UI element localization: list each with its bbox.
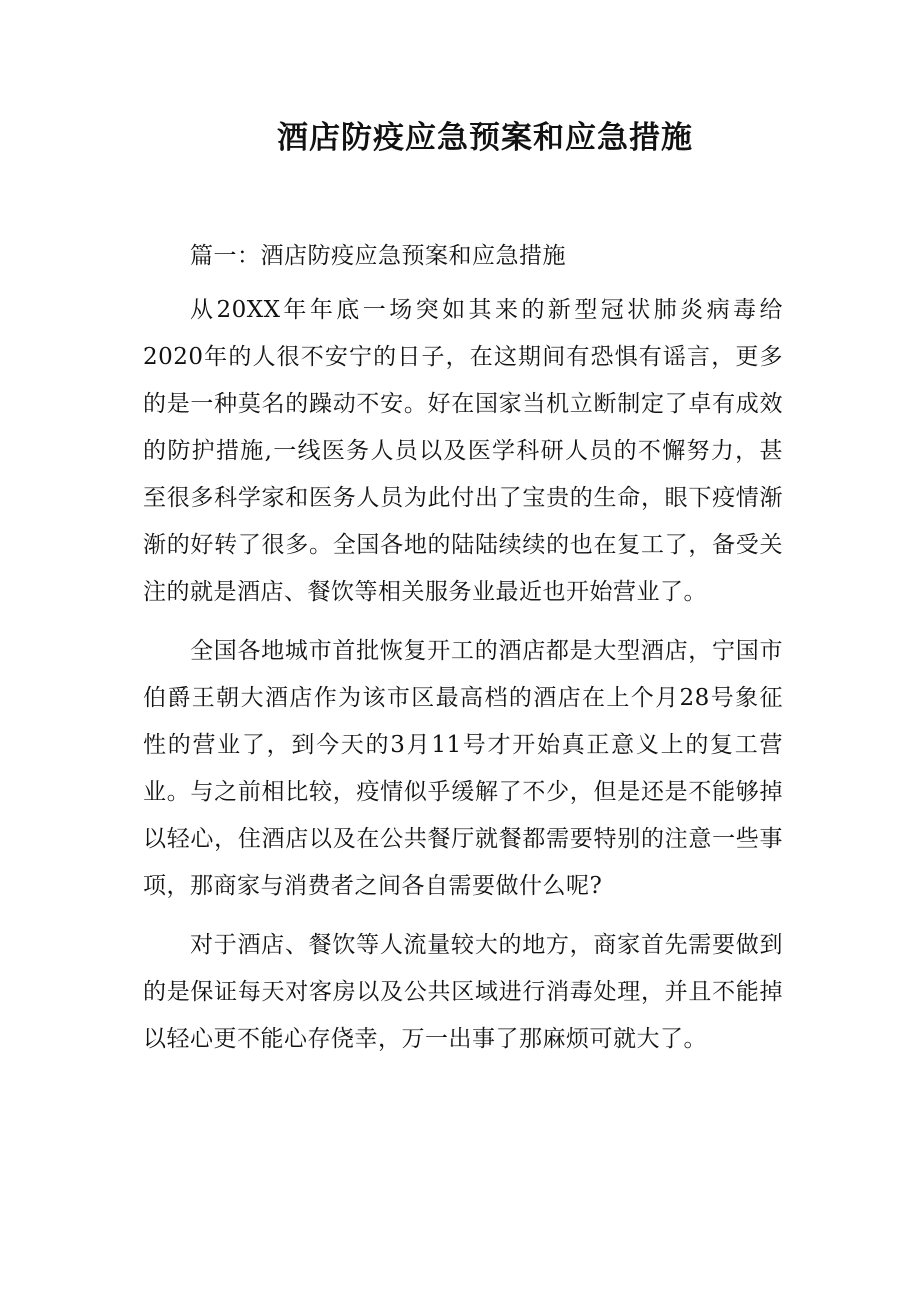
paragraph-1: 从20XX年年底一场突如其来的新型冠状肺炎病毒给2020年的人很不安宁的日子，在这期间有恐惧有谣言，更多的是一种莫名的躁动不安。好在国家当机立断制定了卓有成效的防护措施,一线医务人员以及医学科研人员的不懈努力，甚至很多科学家和医务人员为此付出了宝贵的生命，眼下疫情渐渐的好转了很多。全国各地的陆陆续续的也在复工了，备受关注的就是酒店、餐饮等相关服务业最近也开始营业了。	[143, 297, 783, 605]
document-title: 酒店防疫应急预案和应急措施	[277, 120, 693, 156]
paragraph-3: 对于酒店、餐饮等人流量较大的地方，商家首先需要做到的是保证每天对客房以及公共区域进行消毒处理，并且不能掉以轻心更不能心存侥幸，万一出事了那麻烦可就大了。	[143, 932, 783, 1052]
document-body	[143, 229, 783, 1063]
paragraph-2: 全国各地城市首批恢复开工的酒店都是大型酒店，宁国市伯爵王朝大酒店作为该市区最高档的酒店在上个月28号象征性的营业了，到今天的3月11号才开始真正意义上的复工营业。与之前相比较，疫情似乎缓解了不少，但是还是不能够掉以轻心，住酒店以及在公共餐厅就餐都需要特别的注意一些事项，那商家与消费者之间各自需要做什么呢?	[143, 638, 783, 899]
section-heading: 篇一：酒店防疫应急预案和应急措施	[190, 243, 566, 269]
